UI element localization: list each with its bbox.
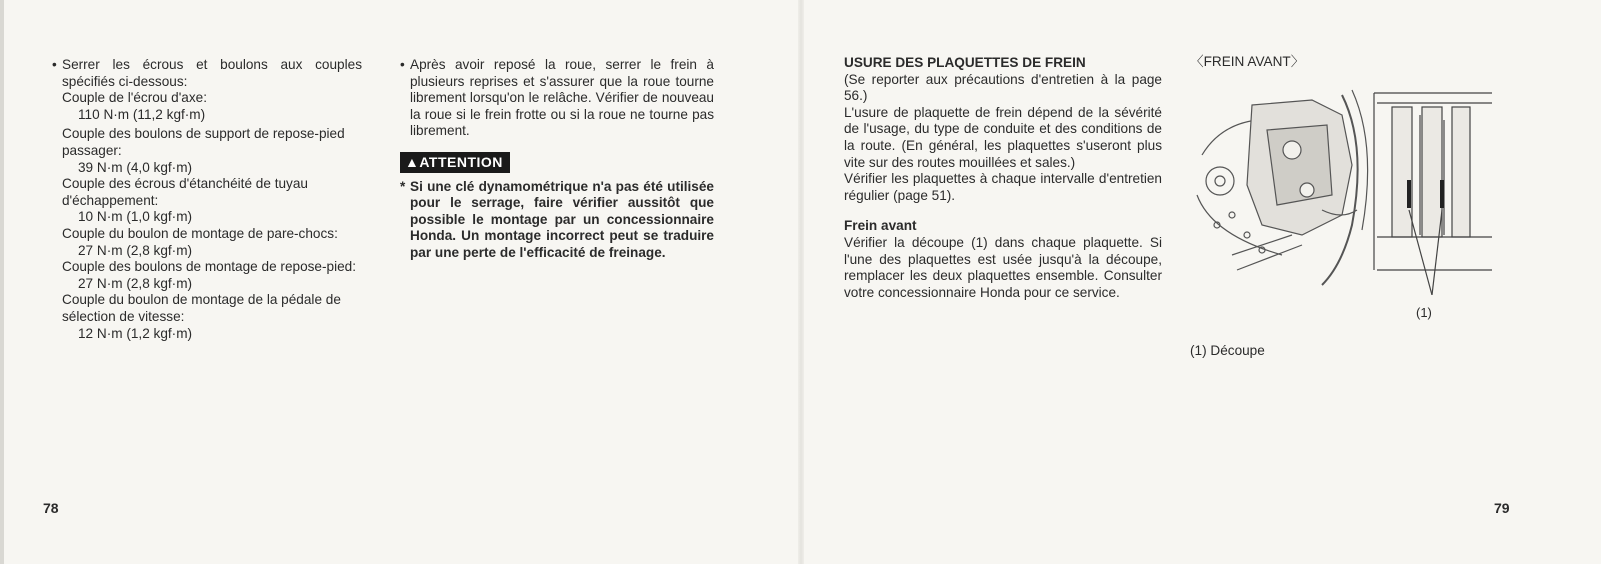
torque-label-exhaust-nut: Couple des écrous d'étanchéité de tuyau d'échappement: [62,176,308,208]
bullet-icon: • [400,57,405,72]
warning-text: * Si une clé dynamométrique n'a pas été utilisée pour le serrage, faire vérifier aussitôt que possible le montage par un concessionnaire Honda. Un montage incorrect peut se traduire par une perte de l'efficacité de freinage. [400,178,714,260]
brake-caliper-drawing [1192,85,1572,295]
torque-label-passenger-footpeg: Couple des boulons de support de repose-pied passager: [62,126,345,158]
torque-label-footpeg-bolt: Couple des boulons de montage de repose-pied: [62,259,356,275]
left-page [0,0,800,564]
brake-pad-wear-column [844,55,1162,301]
brake-caliper-illustration [1192,85,1572,295]
torque-value-axle-nut: 110 N·m (11,2 kgf·m) [78,106,206,122]
section-heading: USURE DES PLAQUETTES DE FREIN [844,55,1086,70]
torque-label-shift-pedal: Couple du boulon de montage de la pédale de sélection de vitesse: [62,292,341,324]
brake-check-column [400,57,714,262]
front-brake-paragraph: Vérifier la découpe (1) dans chaque plaquette. Si l'une des plaquettes est usée jusqu'à la découpe, remplacer les deux plaquettes ensemble. Consulter votre concessionnaire Honda pour ce service. [844,234,1162,300]
attention-label: ▲ATTENTION [400,152,510,173]
torque-intro: • Serrer les écrous et boulons aux couples spécifiés ci-dessous: [52,57,362,89]
torque-value-shift-pedal: 12 N·m (1,2 kgf·m) [78,325,193,341]
brake-check-step: • Après avoir reposé la roue, serrer le frein à plusieurs reprises et s'assurer que la roue tourne librement lorsqu'on le relâche. Vérifier de nouveau la roue si le frein frotte ou si la roue ne tourne pas librement. [400,57,714,139]
warning-star-icon: * [400,178,406,194]
figure-title: 〈FREIN AVANT〉 [1190,54,1305,69]
torque-label-axle-nut: Couple de l'écrou d'axe: [62,90,207,106]
figure-caption: (1) Découpe [1190,343,1265,358]
figure-callout-label: (1) [1416,305,1432,320]
bullet-icon: • [52,57,57,72]
front-brake-heading: Frein avant [844,218,917,234]
page-number: 78 [43,500,59,516]
torque-value-footpeg-bolt: 27 N·m (2,8 kgf·m) [78,275,193,291]
interval-paragraph: Vérifier les plaquettes à chaque intervalle d'entretien régulier (page 51). [844,171,1162,203]
torque-value-bumper-bolt: 27 N·m (2,8 kgf·m) [78,242,193,258]
page-number: 79 [1494,500,1510,516]
reference-note: (Se reporter aux précautions d'entretien à la page 56.) [844,71,1162,104]
torque-value-passenger-footpeg: 39 N·m (4,0 kgf·m) [78,159,193,175]
torque-label-bumper-bolt: Couple du boulon de montage de pare-chocs: [62,225,338,241]
torque-value-exhaust-nut: 10 N·m (1,0 kgf·m) [78,209,193,225]
right-page [801,0,1601,564]
torque-spec-column [52,57,362,342]
wear-paragraph: L'usure de plaquette de frein dépend de la sévérité de l'usage, du type de conduite et des conditions de la route. (En général, les plaquettes s'useront plus vite sur des routes mouillées et sales.) [844,104,1162,170]
